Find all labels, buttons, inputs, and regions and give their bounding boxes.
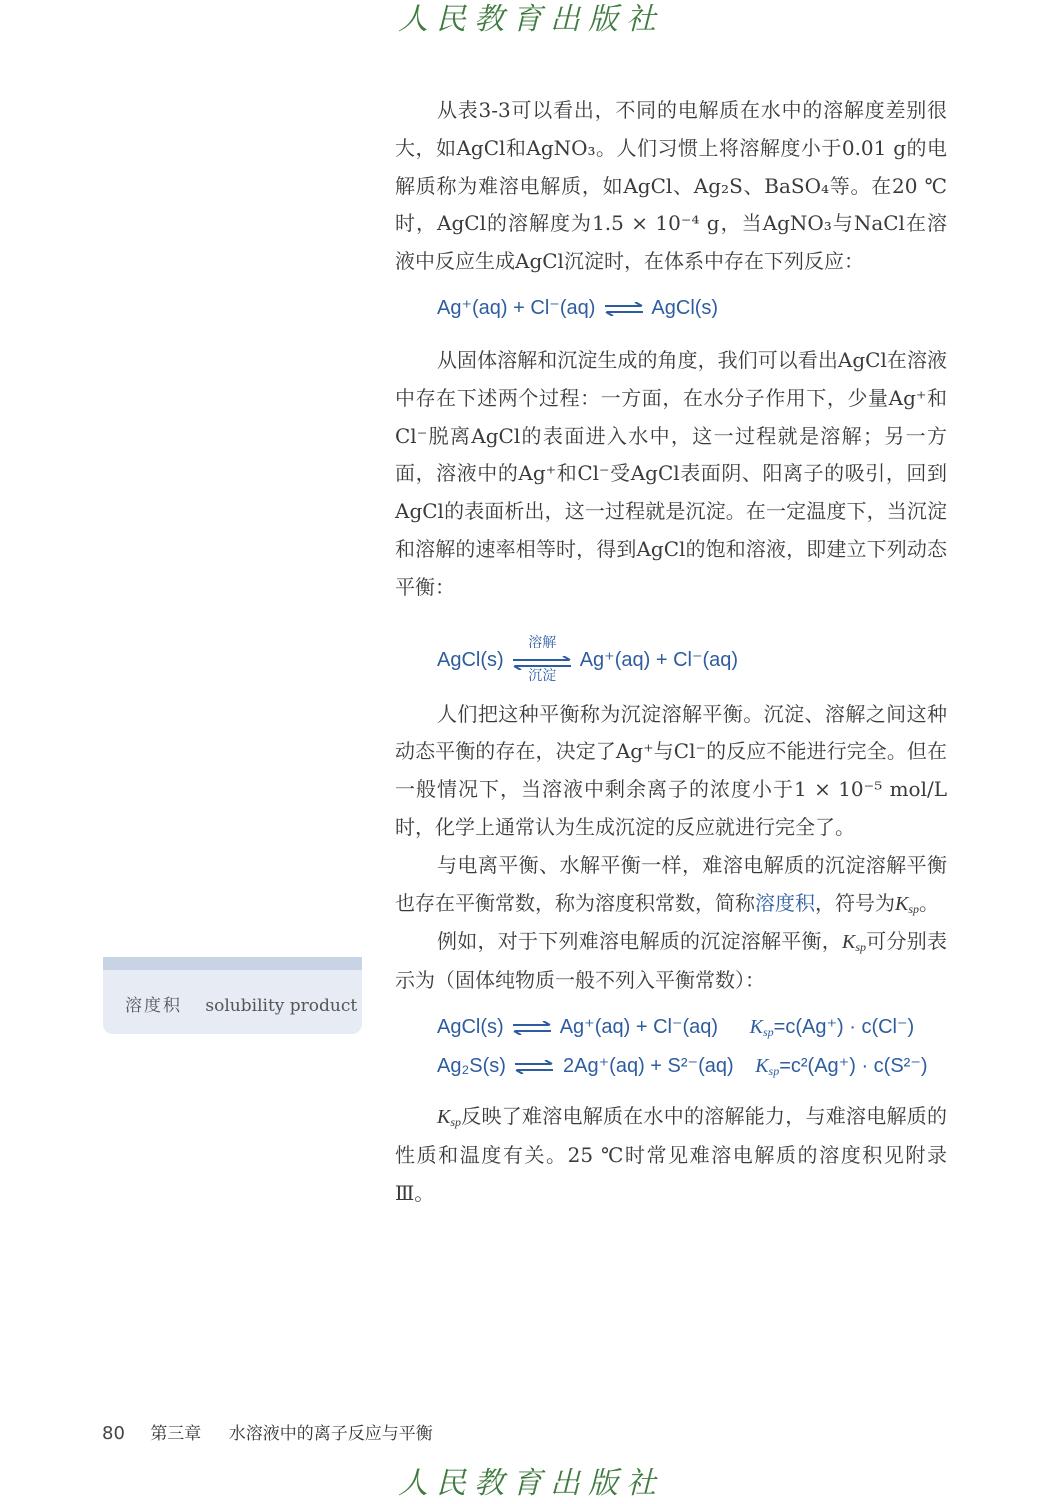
- paragraph-3: 人们把这种平衡称为沉淀溶解平衡。沉淀、溶解之间这种动态平衡的存在，决定了Ag⁺与Cl⁻的反应不能进行完全。但在一般情况下，当溶液中剩余离子的浓度小于1 × 10⁻⁵ mol/L时，化学上通常认为生成沉淀的反应就进行完全了。: [395, 701, 947, 839]
- paragraph-4-text: 与电离平衡、水解平衡一样，难溶电解质的沉淀溶解平衡也存在平衡常数，称为溶度积常数，简称: [395, 852, 947, 915]
- equation-dissolution-equilibrium: [395, 635, 947, 685]
- paragraph-6: [395, 1098, 947, 1212]
- conditional-equilibrium-arrow: [513, 635, 571, 685]
- paragraph-5: [395, 923, 947, 1000]
- equation-agcl-formation: [395, 295, 947, 320]
- ksp-symbol: $K_{sp}$: [755, 1054, 780, 1078]
- ksp-symbol: $K_{sp}$: [895, 892, 920, 916]
- glossary-term-en: solubility product: [205, 996, 358, 1016]
- chapter-title: 水溶液中的离子反应与平衡: [228, 1424, 433, 1444]
- arrow-label-dissolve: 溶解: [528, 635, 557, 652]
- equilibrium-arrow-icon: [605, 302, 643, 316]
- page-number: 80: [102, 1423, 125, 1444]
- equilibrium-arrow-icon: [515, 1060, 553, 1074]
- equation-agcl-ksp: [395, 1014, 947, 1039]
- ksp-symbol: $K_{sp}$: [437, 1105, 462, 1129]
- paragraph-4-end: 。: [919, 890, 940, 915]
- equilibrium-arrow-icon: [513, 1021, 551, 1035]
- arrow-label-precipitate: 沉淀: [528, 668, 557, 685]
- equation-left: Ag₂S(s): [437, 1054, 506, 1077]
- paragraph-5-text-b: 可分别表示为（固体纯物质一般不列入平衡常数）：: [395, 929, 948, 993]
- glossary-entry: [125, 991, 357, 1016]
- main-content: [395, 92, 947, 1212]
- ksp-expression: =c²(Ag⁺) · c(S²⁻): [779, 1054, 928, 1077]
- glossary-term-zh: 溶度积: [125, 996, 182, 1016]
- equation-right: AgCl(s): [651, 296, 719, 319]
- page-footer: [102, 1419, 433, 1444]
- paragraph-4: [395, 847, 947, 924]
- equation-right: Ag⁺(aq) + Cl⁻(aq): [579, 648, 739, 671]
- equation-left: AgCl(s): [437, 1015, 504, 1038]
- glossary-sidebox: [103, 957, 362, 1034]
- equation-ag2s-ksp: [395, 1053, 947, 1078]
- paragraph-6-text: 反映了难溶电解质在水中的溶解能力，与难溶电解质的性质和温度有关。25 ℃时常见难溶电解质的溶度积见附录Ⅲ。: [395, 1103, 947, 1205]
- equation-left: AgCl(s): [437, 648, 504, 671]
- key-term-solubility-product: 溶度积: [755, 890, 815, 915]
- publisher-logo-bottom: 人民教育出版社: [398, 1466, 664, 1501]
- paragraph-4-text-b: ，符号为: [815, 890, 895, 915]
- chapter-label: 第三章: [150, 1424, 202, 1444]
- paragraph-2: 从固体溶解和沉淀生成的角度，我们可以看出AgCl在溶液中存在下述两个过程：一方面，在水分子作用下，少量Ag⁺和Cl⁻脱离AgCl的表面进入水中，这一过程就是溶解；另一方面，溶液中的Ag⁺和Cl⁻受AgCl表面阴、阳离子的吸引，回到AgCl的表面析出，这一过程就是沉淀。在一定温度下，当沉淀和溶解的速率相等时，得到AgCl的饱和溶液，即建立下列动态平衡：: [395, 347, 947, 599]
- ksp-symbol: $K_{sp}$: [749, 1015, 774, 1039]
- equation-left: Ag⁺(aq) + Cl⁻(aq): [437, 296, 596, 319]
- paragraph-5-text: 例如，对于下列难溶电解质的沉淀溶解平衡，: [437, 929, 842, 954]
- equation-right: 2Ag⁺(aq) + S²⁻(aq): [563, 1054, 734, 1077]
- ksp-expression: =c(Ag⁺) · c(Cl⁻): [773, 1015, 915, 1038]
- paragraph-1: 从表3-3可以看出，不同的电解质在水中的溶解度差别很大，如AgCl和AgNO₃。人们习惯上将溶解度小于0.01 g的电解质称为难溶电解质，如AgCl、Ag₂S、BaSO₄等。在20 ℃时，AgCl的溶解度为1.5 × 10⁻⁴ g，当AgNO₃与NaCl在溶液中反应生成AgCl沉淀时，在体系中存在下列反应：: [395, 98, 947, 274]
- publisher-logo-top: 人民教育出版社: [398, 2, 664, 37]
- ksp-symbol: $K_{sp}$: [842, 931, 867, 955]
- sidebox-header-bar: [103, 957, 362, 970]
- equation-right: Ag⁺(aq) + Cl⁻(aq): [559, 1015, 719, 1038]
